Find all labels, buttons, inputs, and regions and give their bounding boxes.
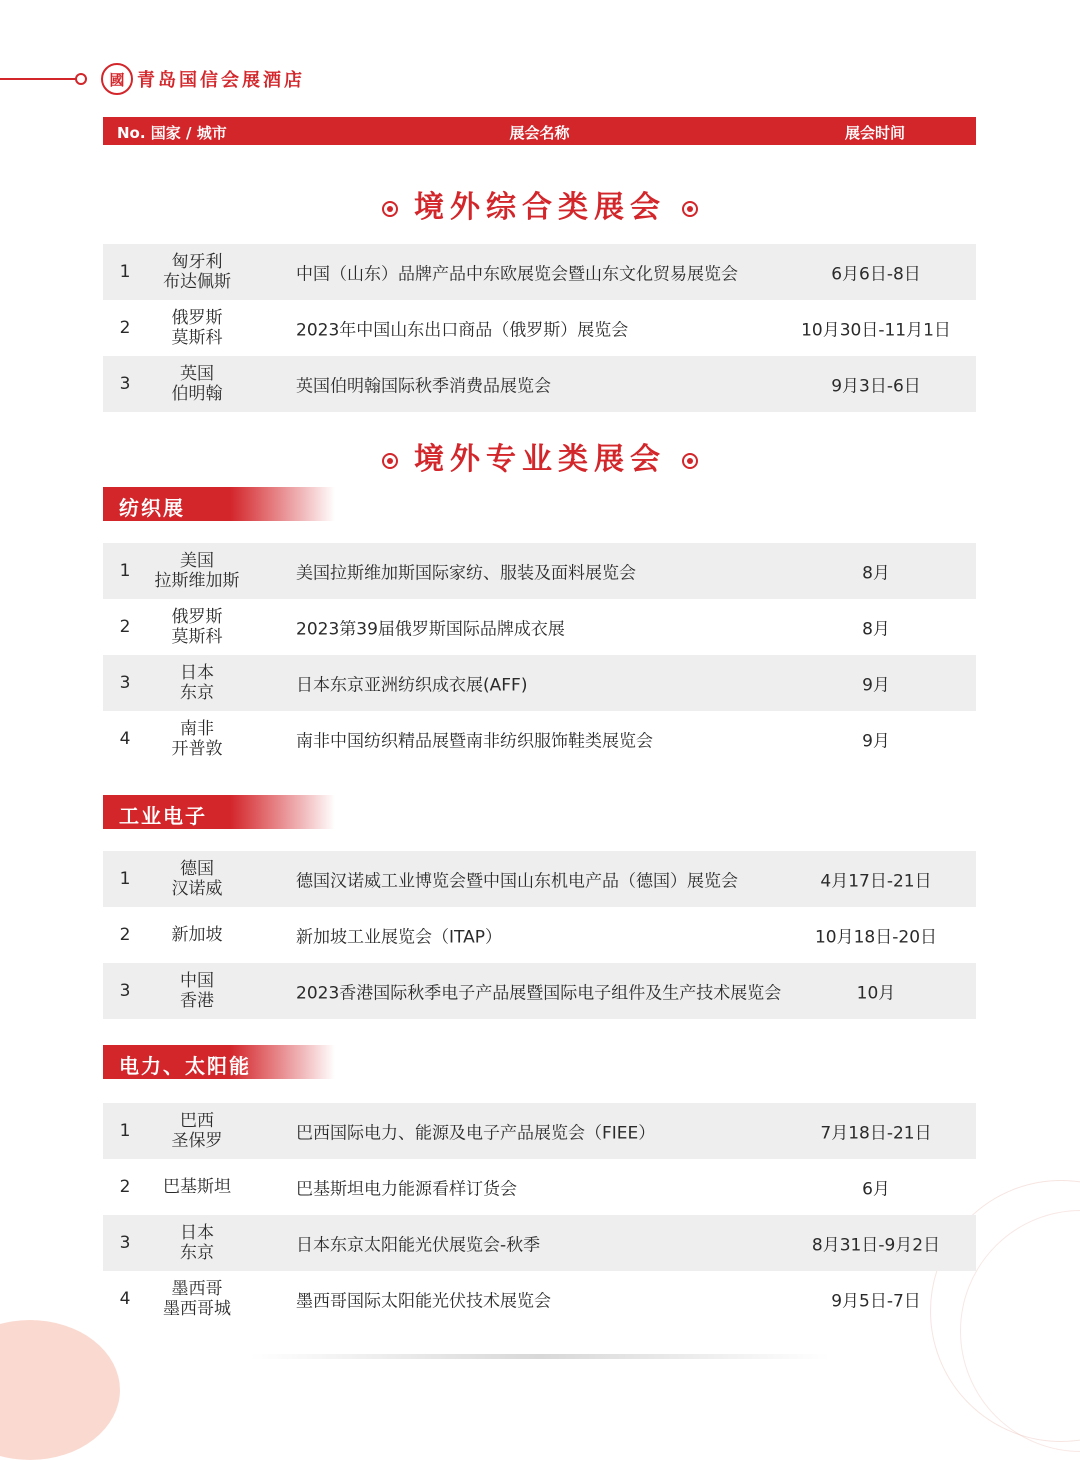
table-row [103,1271,976,1327]
row-number: 1 [119,869,131,889]
row-city: 开普敦 [171,739,223,759]
row-date: 9月5日-7日 [831,1291,921,1312]
row-number: 3 [119,1233,131,1253]
row-number: 4 [119,1289,131,1309]
category-tab-textile [103,487,335,521]
header-col-country: No. 国家 / 城市 [117,124,227,142]
row-exhibition-name: 英国伯明翰国际秋季消费品展览会 [296,376,551,397]
row-country: 巴西 [180,1111,214,1131]
row-exhibition-name: 南非中国纺织精品展暨南非纺织服饰鞋类展览会 [296,731,653,752]
table-row [103,963,976,1019]
row-date: 4月17日-21日 [820,871,932,892]
row-location [143,607,251,647]
logo-char: 國 [109,70,125,89]
row-location [143,252,251,292]
brand-ring-icon [75,73,87,85]
ring-dot-icon [382,201,398,217]
row-location [143,1111,251,1151]
row-country: 俄罗斯 [171,308,223,328]
row-number: 1 [119,1121,131,1141]
row-number: 3 [119,673,131,693]
row-city: 香港 [180,991,214,1011]
row-exhibition-name: 2023第39届俄罗斯国际品牌成衣展 [296,619,565,640]
section-label: 境外综合类展会 [414,190,666,225]
row-number: 1 [119,262,131,282]
row-date: 9月 [862,675,890,696]
table-header [103,117,976,145]
brand-name: 青岛国信会展酒店 [137,70,305,91]
row-exhibition-name: 日本东京太阳能光伏展览会-秋季 [296,1235,541,1256]
row-date: 6月6日-8日 [831,264,921,285]
row-location [143,925,251,945]
row-city: 墨西哥城 [163,1299,231,1319]
seal-logo-icon [101,63,133,95]
row-city: 东京 [180,1243,214,1263]
bottom-shadow [250,1354,830,1359]
table-row [103,1159,976,1215]
row-location [143,308,251,348]
row-number: 2 [119,318,131,338]
table-row [103,244,976,300]
row-location [143,364,251,404]
row-country: 中国 [180,971,214,991]
row-date: 10月30日-11月1日 [801,320,951,341]
row-date: 10月18日-20日 [814,927,938,948]
row-city: 圣保罗 [171,1131,223,1151]
row-number: 3 [119,374,131,394]
table-row [103,543,976,599]
category-tab-industrial [103,795,335,829]
row-country: 英国 [180,364,214,384]
row-date: 7月18日-21日 [820,1123,932,1144]
table-row [103,655,976,711]
ring-dot-icon [682,453,698,469]
table-row [103,907,976,963]
row-date: 8月 [862,619,890,640]
row-exhibition-name: 墨西哥国际太阳能光伏技术展览会 [296,1291,551,1312]
row-exhibition-name: 新加坡工业展览会（ITAP） [296,927,502,948]
row-country: 德国 [180,859,214,879]
row-exhibition-name: 日本东京亚洲纺织成衣展(AFF) [296,675,528,696]
row-number: 1 [119,561,131,581]
brand-line [0,78,78,80]
row-city: 东京 [180,683,214,703]
row-date: 8月 [862,563,890,584]
table-row [103,851,976,907]
table-row [103,1103,976,1159]
table-row [103,356,976,412]
row-date: 9月3日-6日 [831,376,921,397]
row-location [143,971,251,1011]
row-country: 匈牙利 [171,252,223,272]
section-title-general [0,182,1080,226]
table-row [103,1215,976,1271]
section-label: 纺织展 [119,496,185,520]
row-exhibition-name: 美国拉斯维加斯国际家纺、服装及面料展览会 [296,563,636,584]
row-number: 4 [119,729,131,749]
ring-dot-icon [682,201,698,217]
row-country: 俄罗斯 [171,607,223,627]
header-col-time: 展会时间 [845,124,906,142]
row-exhibition-name: 2023香港国际秋季电子产品展暨国际电子组件及生产技术展览会 [296,983,782,1004]
row-number: 2 [119,1177,131,1197]
section-label: 境外专业类展会 [414,442,666,477]
row-exhibition-name: 中国（山东）品牌产品中东欧展览会暨山东文化贸易展览会 [296,264,738,285]
row-city: 布达佩斯 [163,272,231,292]
row-number: 3 [119,981,131,1001]
row-country: 日本 [180,663,214,683]
row-city: 莫斯科 [171,627,223,647]
table-row [103,711,976,767]
row-date: 10月 [856,983,896,1004]
section-label: 电力、太阳能 [119,1054,251,1078]
row-location [143,663,251,703]
table-row [103,300,976,356]
row-date: 8月31日-9月2日 [811,1235,941,1256]
row-location [143,1177,251,1197]
table-row [103,599,976,655]
corner-decoration [0,1320,120,1460]
row-location [143,1279,251,1319]
row-country: 新加坡 [171,925,223,945]
row-country: 日本 [180,1223,214,1243]
header-col-name: 展会名称 [509,124,570,142]
section-label: 工业电子 [119,804,207,828]
section-title-professional [0,434,1080,478]
row-country: 美国 [180,551,214,571]
row-number: 2 [119,925,131,945]
row-date: 9月 [862,731,890,752]
row-location [143,551,251,591]
row-exhibition-name: 德国汉诺威工业博览会暨中国山东机电产品（德国）展览会 [296,871,738,892]
row-city: 拉斯维加斯 [154,571,240,591]
row-country: 巴基斯坦 [163,1177,231,1197]
row-exhibition-name: 巴西国际电力、能源及电子产品展览会（FIEE） [296,1123,656,1144]
row-country: 墨西哥 [171,1279,223,1299]
row-location [143,719,251,759]
row-number: 2 [119,617,131,637]
row-date: 6月 [862,1179,890,1200]
row-exhibition-name: 2023年中国山东出口商品（俄罗斯）展览会 [296,320,629,341]
row-city: 伯明翰 [171,384,223,404]
row-location [143,859,251,899]
row-city: 莫斯科 [171,328,223,348]
ring-dot-icon [382,453,398,469]
row-exhibition-name: 巴基斯坦电力能源看样订货会 [296,1179,517,1200]
category-tab-power-solar [103,1045,335,1079]
row-location [143,1223,251,1263]
row-country: 南非 [180,719,214,739]
row-city: 汉诺威 [171,879,223,899]
